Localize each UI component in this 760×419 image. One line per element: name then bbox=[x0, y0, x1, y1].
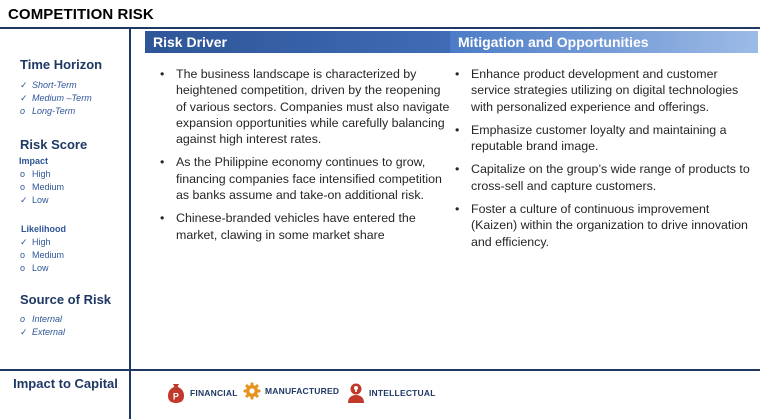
impact-to-capital-label: Impact to Capital bbox=[13, 376, 118, 391]
likelihood-subtitle: Likelihood bbox=[21, 224, 66, 234]
risk-score-title: Risk Score bbox=[20, 137, 88, 152]
time-horizon-short-term: ✓ Short-Term bbox=[20, 80, 77, 90]
capital-manufactured bbox=[243, 382, 339, 400]
source-external: ✓ External bbox=[20, 327, 66, 337]
impact-high: o High bbox=[20, 169, 51, 179]
gear-icon bbox=[243, 382, 261, 400]
likelihood-low: o Low bbox=[20, 263, 49, 273]
time-horizon-long-term: o Long-Term bbox=[20, 106, 76, 116]
capital-intellectual-label: INTELLECTUAL bbox=[369, 388, 436, 398]
capital-financial-label: FINANCIAL bbox=[190, 388, 238, 398]
list-item: • Emphasize customer loyalty and maintaining a reputable brand image. bbox=[455, 122, 727, 154]
mitigation-header: Mitigation and Opportunities bbox=[450, 31, 758, 53]
source-internal: o Internal bbox=[20, 314, 63, 324]
list-item: • The business landscape is characterized by heightened competition, driven by the reopening of various sectors. Companies must also navigate expansion opportunities while carefully balancing against high interest rates. bbox=[160, 67, 450, 147]
time-horizon-medium-term: ✓ Medium –Term bbox=[20, 93, 92, 103]
capital-manufactured-label: MANUFACTURED bbox=[265, 386, 340, 396]
list-item: • Enhance product development and customer service strategies utilizing on digital technologies with personalized experience and offerings. bbox=[455, 67, 739, 114]
svg-text:P: P bbox=[172, 391, 180, 402]
capital-financial bbox=[166, 382, 238, 404]
impact-low: ✓ Low bbox=[20, 195, 49, 205]
risk-driver-list bbox=[160, 66, 450, 250]
source-of-risk-title: Source of Risk bbox=[20, 292, 112, 307]
mitigation-list bbox=[455, 66, 755, 257]
page-title: COMPETITION RISK bbox=[8, 6, 154, 23]
list-item: • As the Philippine economy continues to grow, financing companies face intensified competition as banks assume and take-on additional risk. bbox=[160, 155, 442, 203]
list-item: • Capitalize on the group’s wide range of products to cross-sell and capture customers. bbox=[455, 162, 750, 193]
lightbulb-head-icon bbox=[347, 382, 365, 404]
money-bag-icon bbox=[166, 382, 186, 404]
likelihood-high: ✓ High bbox=[20, 237, 51, 247]
capital-intellectual bbox=[347, 382, 436, 404]
list-item: • Foster a culture of continuous improvement (Kaizen) within the organization to drive innovation and efficiency. bbox=[455, 202, 748, 249]
list-item: • Chinese-branded vehicles have entered the market, clawing in some market share bbox=[160, 211, 416, 242]
time-horizon-title: Time Horizon bbox=[20, 57, 103, 72]
likelihood-medium: o Medium bbox=[20, 250, 65, 260]
impact-subtitle: Impact bbox=[19, 156, 49, 166]
risk-driver-header: Risk Driver bbox=[145, 31, 450, 53]
impact-medium: o Medium bbox=[20, 182, 65, 192]
bottom-divider bbox=[0, 369, 760, 371]
